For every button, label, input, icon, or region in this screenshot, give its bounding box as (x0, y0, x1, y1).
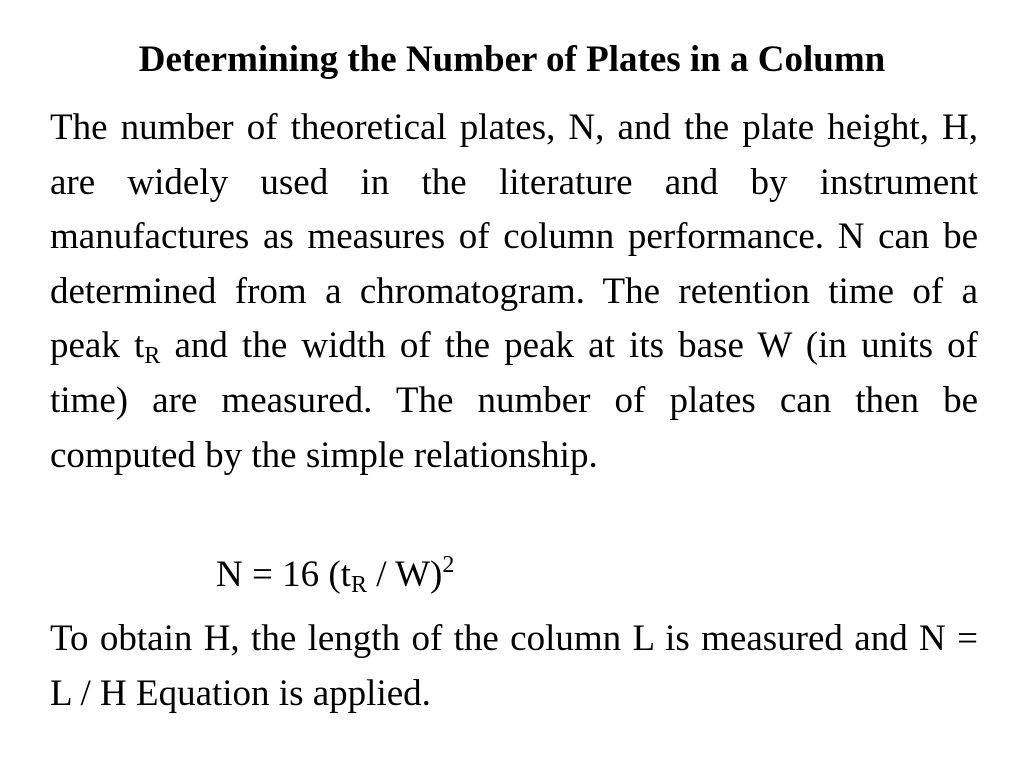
equation-part1: N = 16 (t (216, 554, 351, 595)
plate-number-equation (216, 545, 454, 605)
paragraph-plates-definition (50, 101, 978, 483)
retention-time-subscript: R (144, 343, 161, 370)
paragraph-plate-height: To obtain H, the length of the column L is measured and N = L / H Equation is applied. (50, 618, 978, 714)
paragraph1-text-part2: and the width of the peak at its base W (in units of time) are measured. The number of plates can then be computed by the simple relationship. (50, 325, 979, 476)
paragraph1-text-part1: The number of theoretical plates, N, and the plate height, H, are widely used in the literature and by instrument manufactures as measures of column performance. N can be determined from a chromatogram. The retention time of a peak t (50, 107, 978, 367)
equation-exponent: 2 (442, 552, 455, 578)
equation-part2: / W) (366, 554, 443, 595)
equation-subscript: R (350, 572, 367, 598)
slide-title: Determining the Number of Plates in a Column (138, 39, 886, 80)
